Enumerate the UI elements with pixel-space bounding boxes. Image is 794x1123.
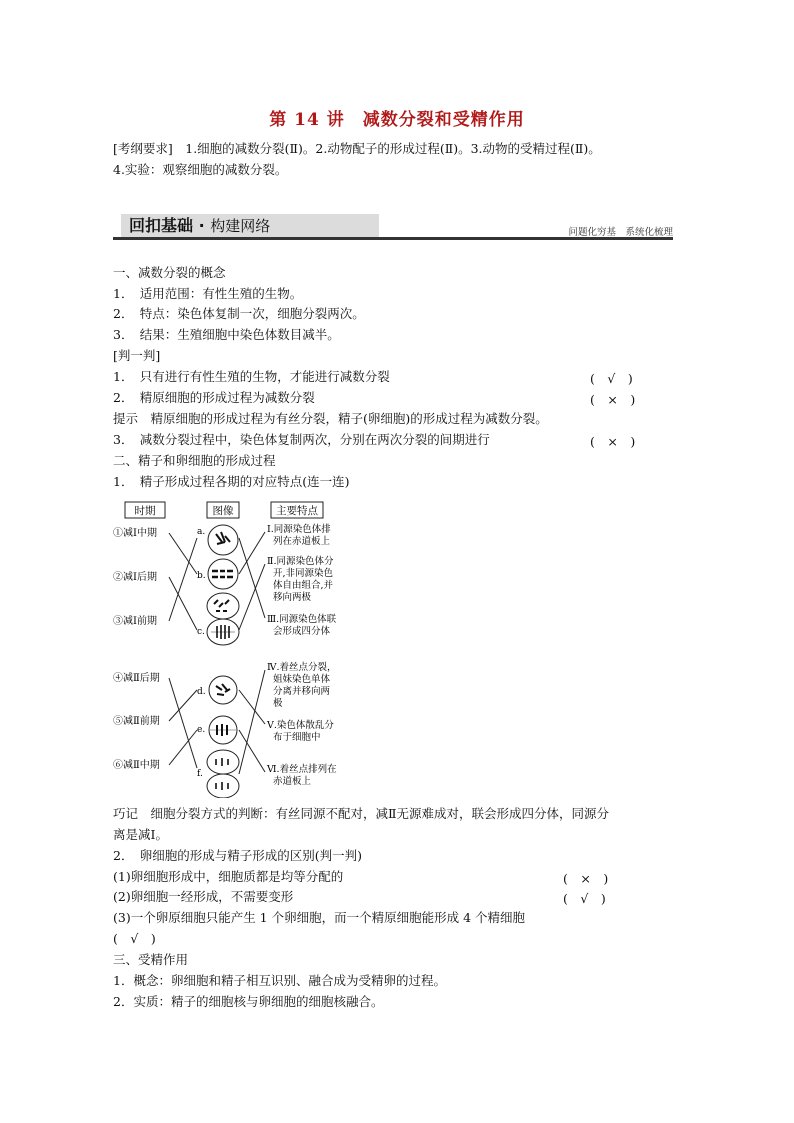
period-3: ③减Ⅰ前期 bbox=[113, 616, 157, 627]
period-6: ⑥减Ⅱ中期 bbox=[113, 760, 160, 771]
feature-5-line-2: 布于细胞中 bbox=[273, 732, 321, 743]
mnemonic-line-2: 离是减Ⅰ。 bbox=[113, 827, 168, 842]
part2-heading: 二、精子和卵细胞的形成过程 bbox=[113, 453, 276, 468]
exam-requirements-line-1: [考纲要求] 1.细胞的减数分裂(Ⅱ)。2.动物配子的形成过程(Ⅱ)。3.动物的受精过程(Ⅱ)。 bbox=[113, 141, 601, 156]
feature-2-line-1: Ⅱ.同源染色体分 bbox=[267, 556, 334, 567]
part1-item-2: 2． 特点：染色体复制一次，细胞分裂两次。 bbox=[113, 306, 365, 321]
section-heading-main: 回扣基础 bbox=[129, 216, 194, 235]
egg-judge-mark-2: ( √ ) bbox=[563, 891, 606, 906]
egg-judge-2: (2)卵细胞一经形成，不需要变形 bbox=[113, 889, 294, 904]
feature-6 bbox=[266, 763, 337, 787]
exam-requirements-line-2: 4.实验：观察细胞的减数分裂。 bbox=[113, 162, 288, 177]
feature-6-line-1: Ⅵ.着丝点排列在 bbox=[267, 764, 337, 775]
cell-image-d bbox=[209, 676, 237, 704]
judge-item-3: 3． 减数分裂过程中，染色体复制两次，分别在两次分裂的间期进行 bbox=[113, 432, 490, 447]
image-label-f: f. bbox=[197, 769, 203, 779]
tip-text: 提示 精原细胞的形成过程为有丝分裂，精子(卵细胞)的形成过程为减数分裂。 bbox=[113, 411, 548, 426]
meiosis-matching-diagram bbox=[113, 498, 353, 798]
matching-lines-image-feature bbox=[239, 532, 265, 774]
mnemonic-line-1: 巧记 细胞分裂方式的判断：有丝同源不配对，减Ⅱ无源难成对，联会形成四分体，同源分 bbox=[113, 806, 609, 821]
cell-image-e bbox=[209, 716, 237, 744]
cell-image-c-bottom bbox=[207, 619, 239, 645]
feature-1-line-2: 列在赤道板上 bbox=[273, 536, 331, 547]
image-label-d: d. bbox=[197, 687, 206, 697]
feature-1-line-1: Ⅰ.同源染色体排 bbox=[267, 524, 331, 535]
feature-4-line-2: 姐妹染色单体 bbox=[273, 674, 331, 685]
image-label-c: c. bbox=[197, 627, 205, 637]
cell-image-c-top bbox=[207, 593, 239, 619]
feature-4-line-4: 极 bbox=[273, 698, 283, 709]
part1-heading: 一、减数分裂的概念 bbox=[113, 265, 226, 280]
period-1: ①减Ⅰ中期 bbox=[113, 528, 157, 539]
section-heading-sub: 构建网络 bbox=[210, 217, 271, 235]
period-4: ④减Ⅱ后期 bbox=[113, 673, 160, 684]
image-label-a: a. bbox=[197, 527, 206, 537]
part1-item-1: 1． 适用范围：有性生殖的生物。 bbox=[113, 286, 303, 301]
feature-4-line-1: Ⅳ.着丝点分裂， bbox=[267, 662, 337, 673]
cell-image-b bbox=[208, 559, 238, 589]
part3-item-2: 2．实质：精子的细胞核与卵细胞的细胞核融合。 bbox=[113, 994, 384, 1009]
section-banner bbox=[113, 208, 673, 242]
egg-judge-mark-3: ( √ ) bbox=[113, 931, 156, 946]
section-heading bbox=[129, 213, 270, 236]
egg-judge-3: (3)一个卵原细胞只能产生 1 个卵细胞，而一个精原细胞能形成 4 个精细胞 bbox=[113, 910, 526, 925]
feature-3-line-2: 会形成四分体 bbox=[273, 626, 331, 637]
judge-item-2: 2． 精原细胞的形成过程为减数分裂 bbox=[113, 390, 315, 405]
header-period: 时期 bbox=[134, 505, 156, 517]
feature-4-line-3: 分离并移向两 bbox=[273, 686, 331, 697]
period-5: ⑤减Ⅱ前期 bbox=[113, 716, 160, 727]
egg-judge-1: (1)卵细胞形成中，细胞质都是均等分配的 bbox=[113, 869, 344, 884]
header-feature: 主要特点 bbox=[276, 505, 318, 517]
cell-image-a bbox=[208, 525, 238, 555]
part3-item-1: 1．概念：卵细胞和精子相互识别、融合成为受精卵的过程。 bbox=[113, 973, 446, 988]
feature-2-line-4: 移向两极 bbox=[273, 592, 312, 603]
part2-sub-2: 2． 卵细胞的形成与精子形成的区别(判一判) bbox=[113, 848, 362, 863]
feature-5-line-1: Ⅴ.染色体散乱分 bbox=[267, 720, 334, 731]
image-label-b: b. bbox=[197, 571, 206, 581]
part1-item-3: 3． 结果：生殖细胞中染色体数目减半。 bbox=[113, 327, 340, 342]
feature-4 bbox=[267, 661, 337, 709]
section-tagline: 问题化穷基 系统化梳理 bbox=[568, 227, 673, 238]
cell-image-f bbox=[207, 750, 239, 798]
period-2: ②减Ⅰ后期 bbox=[113, 572, 157, 583]
feature-3-line-1: Ⅲ.同源染色体联 bbox=[267, 614, 337, 625]
judge-item-1: 1． 只有进行有性生殖的生物，才能进行减数分裂 bbox=[113, 369, 390, 384]
egg-judge-mark-1: ( × ) bbox=[563, 871, 609, 886]
feature-3 bbox=[267, 613, 337, 637]
image-label-e: e. bbox=[197, 725, 206, 735]
header-image: 图像 bbox=[212, 505, 234, 517]
judge-mark-2: ( × ) bbox=[590, 392, 636, 407]
feature-6-line-2: 赤道板上 bbox=[273, 776, 312, 787]
feature-2-line-2: 开,非同源染色 bbox=[273, 568, 334, 579]
section-heading-dot: · bbox=[193, 216, 211, 235]
feature-5 bbox=[266, 719, 334, 743]
matching-lines-period-image bbox=[169, 533, 197, 768]
feature-1 bbox=[267, 523, 331, 547]
feature-2 bbox=[267, 555, 334, 603]
judge-mark-3: ( × ) bbox=[590, 434, 636, 449]
judge-label: [判一判] bbox=[113, 348, 161, 363]
part2-sub-1: 1． 精子形成过程各期的对应特点(连一连) bbox=[113, 474, 350, 489]
feature-2-line-3: 体自由组合,并 bbox=[273, 580, 334, 591]
judge-mark-1: ( √ ) bbox=[590, 371, 633, 386]
page-title: 第 14 讲 减数分裂和受精作用 bbox=[269, 110, 525, 130]
part3-heading: 三、受精作用 bbox=[113, 952, 189, 967]
